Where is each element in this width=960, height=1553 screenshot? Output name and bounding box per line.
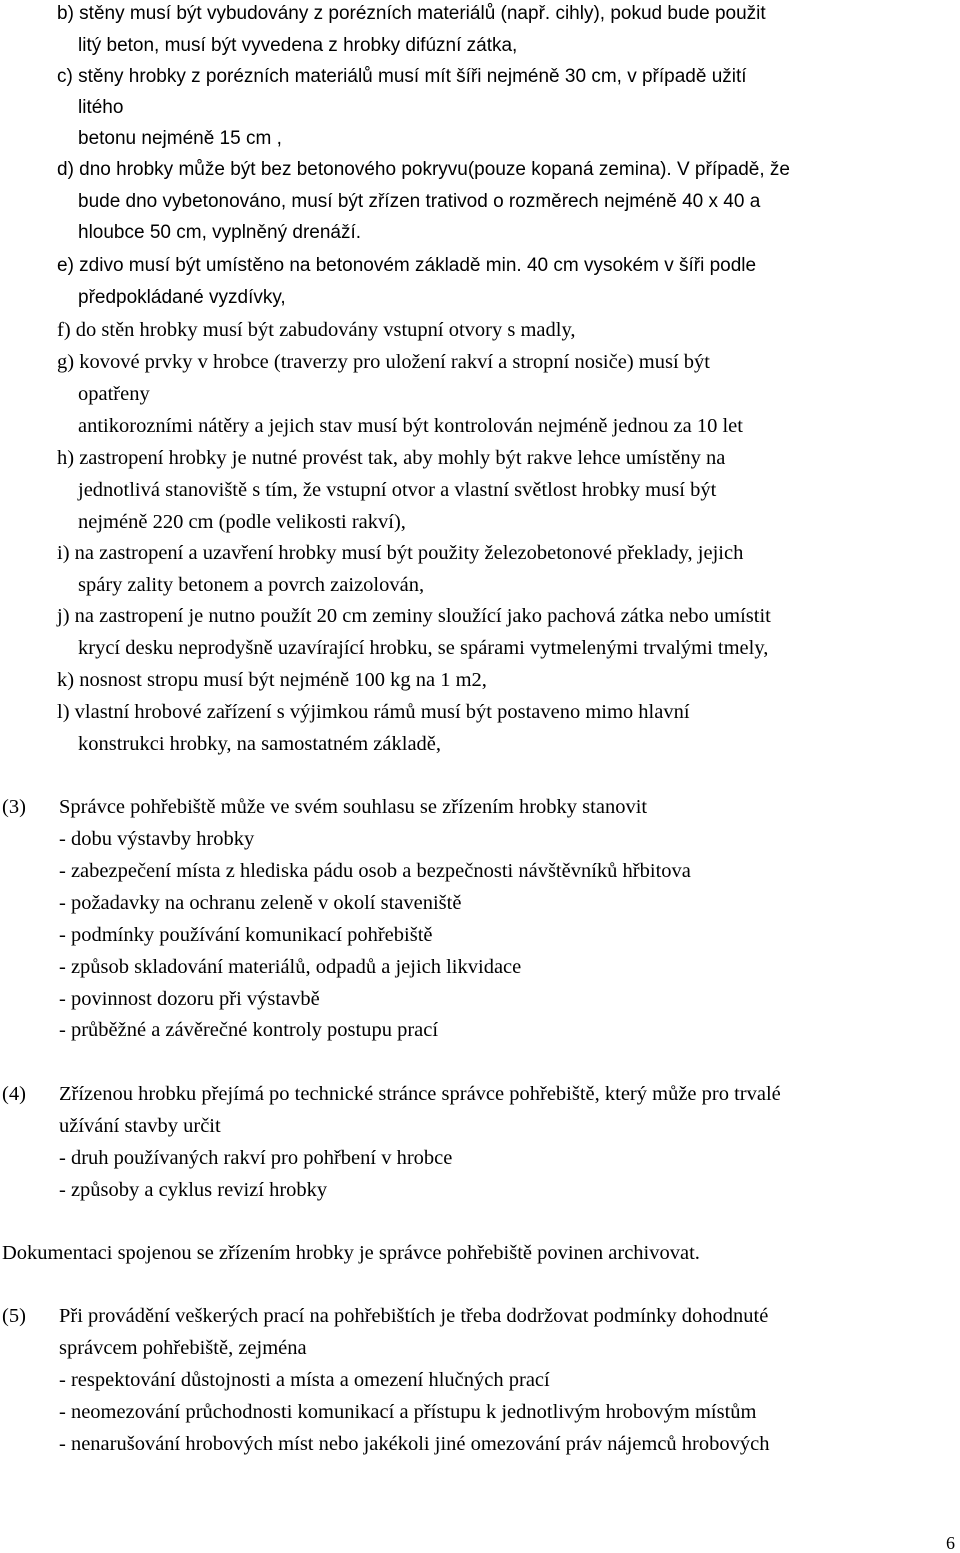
section-number: (3) <box>2 796 26 818</box>
list-item: - zabezpečení místa z hlediska pádu osob a bezpečnosti návštěvníků hřbitova <box>59 860 691 882</box>
text-line: k) nosnost stropu musí být nejméně 100 kg na 1 m2, <box>57 669 487 691</box>
list-item: - způsoby a cyklus revizí hrobky <box>59 1179 328 1201</box>
text-line: spáry zality betonem a povrch zaizolován, <box>78 574 425 596</box>
list-item: - způsob skladování materiálů, odpadů a jejich likvidace <box>59 956 522 978</box>
list-item: - druh používaných rakví pro pohřbení v hrobce <box>59 1147 453 1169</box>
text-line: b) stěny musí být vybudovány z porézních materiálů (např. cihly), pokud bude použit <box>57 3 766 24</box>
text-line: konstrukci hrobky, na samostatném základě, <box>78 733 442 755</box>
section-number: (4) <box>2 1083 26 1105</box>
documentation-note: Dokumentaci spojenou se zřízením hrobky je správce pohřebiště povinen archivovat. <box>2 1242 700 1264</box>
text-line: antikorozními nátěry a jejich stav musí být kontrolován nejméně jednou za 10 let <box>78 415 743 437</box>
text-line: j) na zastropení je nutno použít 20 cm zeminy sloužící jako pachová zátka nebo umístit <box>57 605 771 627</box>
text-line: hloubce 50 cm, vyplněný drenáží. <box>78 222 362 243</box>
list-item: - dobu výstavby hrobky <box>59 828 255 850</box>
page-number: 6 <box>946 1533 955 1553</box>
text-line: litý beton, musí být vyvedena z hrobky difúzní zátka, <box>78 35 518 56</box>
text-line: d) dno hrobky může být bez betonového pokryvu(pouze kopaná zemina). V případě, že <box>57 159 790 180</box>
text-line: Správce pohřebiště může ve svém souhlasu se zřízením hrobky stanovit <box>59 796 648 818</box>
text-line: i) na zastropení a uzavření hrobky musí být použity železobetonové překlady, jejich <box>57 542 744 564</box>
text-line: Zřízenou hrobku přejímá po technické stránce správce pohřebiště, který může pro trvalé <box>59 1083 781 1105</box>
section-number: (5) <box>2 1305 26 1327</box>
text-line: betonu nejméně 15 cm , <box>78 128 282 149</box>
text-line: krycí desku neprodyšně uzavírající hrobku, se spárami vytmelenými trvalými tmely, <box>78 637 769 659</box>
list-item: - neomezování průchodnosti komunikací a přístupu k jednotlivým hrobovým místům <box>59 1401 757 1423</box>
text-line: předpokládané vyzdívky, <box>78 287 286 308</box>
text-line: h) zastropení hrobky je nutné provést tak, aby mohly být rakve lehce umístěny na <box>57 447 726 469</box>
text-line: e) zdivo musí být umístěno na betonovém základě min. 40 cm vysokém v šíři podle <box>57 255 757 276</box>
text-line: f) do stěn hrobky musí být zabudovány vstupní otvory s madly, <box>57 319 576 341</box>
text-line: g) kovové prvky v hrobce (traverzy pro uložení rakví a stropní nosiče) musí být <box>57 351 710 373</box>
text-line: opatřeny <box>78 383 150 405</box>
text-line: nejméně 220 cm (podle velikosti rakví), <box>78 511 406 533</box>
text-line: jednotlivá stanoviště s tím, že vstupní otvor a vlastní světlost hrobky musí být <box>78 479 717 501</box>
text-line: Při provádění veškerých prací na pohřebištích je třeba dodržovat podmínky dohodnuté <box>59 1305 769 1327</box>
list-item: - požadavky na ochranu zeleně v okolí staveniště <box>59 892 462 914</box>
list-item: - nenarušování hrobových míst nebo jakékoli jiné omezování práv nájemců hrobových <box>59 1433 770 1455</box>
list-item: - podmínky používání komunikací pohřebiště <box>59 924 433 946</box>
text-line: litého <box>78 97 124 118</box>
list-item: - respektování důstojnosti a místa a omezení hlučných prací <box>59 1369 550 1391</box>
list-item: - povinnost dozoru při výstavbě <box>59 988 320 1010</box>
text-line: c) stěny hrobky z porézních materiálů musí mít šíři nejméně 30 cm, v případě užití <box>57 66 747 87</box>
text-line: užívání stavby určit <box>59 1115 221 1137</box>
list-item: - průběžné a závěrečné kontroly postupu prací <box>59 1019 439 1041</box>
text-line: l) vlastní hrobové zařízení s výjimkou rámů musí být postaveno mimo hlavní <box>57 701 690 723</box>
text-line: bude dno vybetonováno, musí být zřízen trativod o rozměrech nejméně 40 x 40 a <box>78 191 761 212</box>
text-line: správcem pohřebiště, zejména <box>59 1337 307 1359</box>
